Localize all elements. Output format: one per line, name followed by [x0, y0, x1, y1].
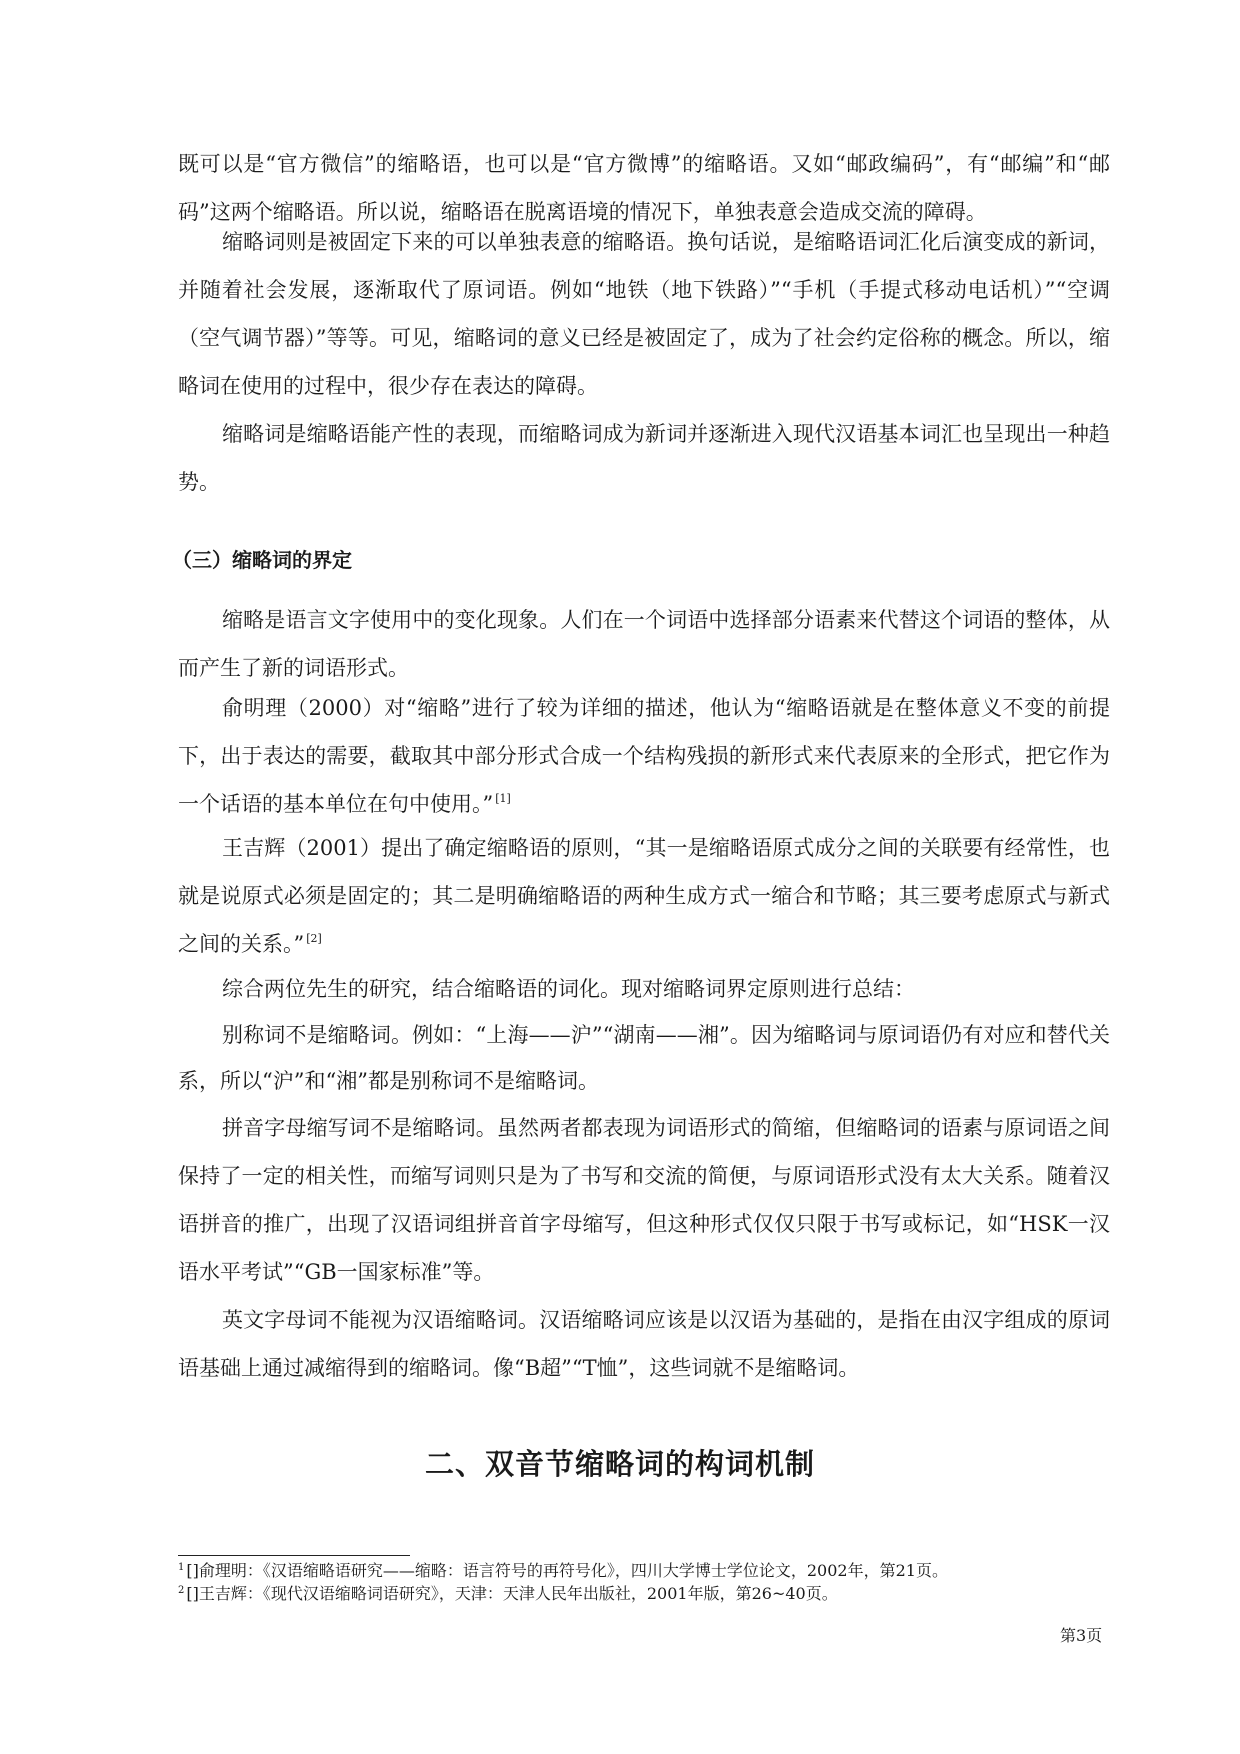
footnote-1-mark: 1: [178, 1562, 185, 1573]
section-heading: （三）缩略词的界定: [172, 548, 352, 572]
citation-1: [1]: [495, 792, 511, 805]
paragraph-6: [178, 824, 1110, 968]
footnote-2-mark: 2: [178, 1585, 185, 1596]
paragraph-5: [178, 684, 1110, 828]
footnote-divider: [178, 1555, 410, 1556]
footnote-1: [178, 1560, 1118, 1582]
paragraph-5-text: 俞明理（2000）对“缩略”进行了较为详细的描述，他认为“缩略语就是在整体意义不变的前提下，出于表达的需要，截取其中部分形式合成一个结构残损的新形式来代表原来的全形式，把它作为一个话语的基本单位在句中使用。”: [178, 696, 1110, 816]
paragraph-10: 英文字母词不能视为汉语缩略词。汉语缩略词应该是以汉语为基础的，是指在由汉字组成的原词语基础上通过减缩得到的缩略词。像“B超”“T恤”，这些词就不是缩略词。: [178, 1308, 1110, 1380]
footnote-1-text: []俞理明：《汉语缩略语研究——缩略：语言符号的再符号化》，四川大学博士学位论文，2002年，第21页。: [186, 1561, 948, 1580]
paragraph-2: 缩略词则是被固定下来的可以单独表意的缩略语。换句话说，是缩略语词汇化后演变成的新词，并随着社会发展，逐渐取代了原词语。例如“地铁（地下铁路）”“手机（手提式移动电话机）”“空调（空气调节器）”等等。可见，缩略词的意义已经是被固定了，成为了社会约定俗称的概念。所以，缩略词在使用的过程中，很少存在表达的障碍。: [178, 230, 1110, 398]
paragraph-3: 缩略词是缩略语能产性的表现，而缩略词成为新词并逐渐进入现代汉语基本词汇也呈现出一种趋势。: [178, 422, 1110, 494]
paragraph-7: 综合两位先生的研究，结合缩略语的词化。现对缩略词界定原则进行总结：: [222, 977, 915, 1001]
paragraph-4: 缩略是语言文字使用中的变化现象。人们在一个词语中选择部分语素来代替这个词语的整体，从而产生了新的词语形式。: [178, 608, 1110, 680]
citation-2: [2]: [306, 932, 322, 945]
footnote-2-text: []王吉辉：《现代汉语缩略词语研究》，天津：天津人民年出版社，2001年版，第26~40页。: [186, 1584, 838, 1603]
footnote-2: [178, 1583, 1118, 1605]
paragraph-9: 拼音字母缩写词不是缩略词。虽然两者都表现为词语形式的简缩，但缩略词的语素与原词语之间保持了一定的相关性，而缩写词则只是为了书写和交流的简便，与原词语形式没有太大关系。随着汉语拼音的推广，出现了汉语词组拼音首字母缩写，但这种形式仅仅只限于书写或标记，如“HSK一汉语水平考试”“GB一国家标准”等。: [178, 1116, 1110, 1284]
paragraph-8: 别称词不是缩略词。例如：“上海——沪”“湖南——湘”。因为缩略词与原词语仍有对应和替代关系，所以“沪”和“湘”都是别称词不是缩略词。: [178, 1023, 1110, 1093]
paragraph-6-text: 王吉辉（2001）提出了确定缩略语的原则，“其一是缩略语原式成分之间的关联要有经常性，也就是说原式必须是固定的；其二是明确缩略语的两种生成方式一缩合和节略；其三要考虑原式与新式之间的关系。”: [178, 836, 1110, 956]
page-number: 第3页: [1060, 1626, 1103, 1645]
chapter-heading: 二、双音节缩略词的构词机制: [424, 1447, 815, 1481]
paragraph-1: 既可以是“官方微信”的缩略语，也可以是“官方微博”的缩略语。又如“邮政编码”，有“邮编”和“邮码”这两个缩略语。所以说，缩略语在脱离语境的情况下，单独表意会造成交流的障碍。: [178, 152, 1110, 224]
